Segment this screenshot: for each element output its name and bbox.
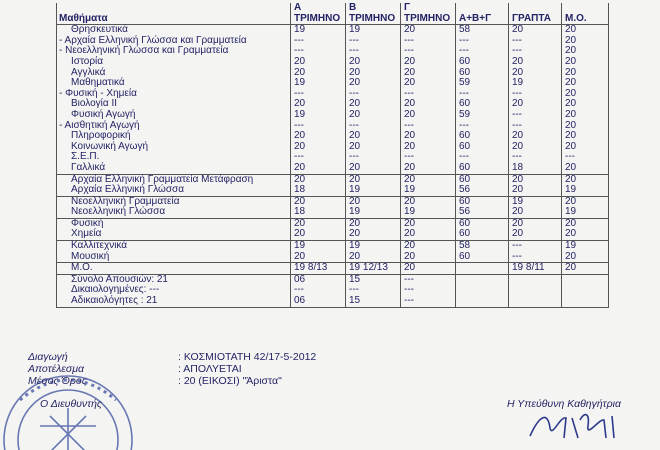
term-2-cell: 20 bbox=[346, 218, 401, 229]
table-row bbox=[57, 218, 609, 229]
subject-cell: Σύνολο Απουσιών: 21 bbox=[57, 274, 291, 285]
subject-cell: Σ.Ε.Π. bbox=[57, 152, 291, 163]
written-cell: 20 bbox=[509, 68, 562, 79]
term-1-cell: 06 bbox=[291, 274, 346, 285]
term-2-cell: 20 bbox=[346, 68, 401, 79]
term-3-cell: 20 bbox=[401, 163, 456, 174]
term-3-cell: --- bbox=[401, 46, 456, 57]
average-cell: 20 bbox=[562, 252, 609, 263]
term-1-cell: 18 bbox=[291, 185, 346, 196]
written-cell: 20 bbox=[509, 174, 562, 185]
header-term-3 bbox=[401, 3, 456, 25]
term-2-cell: 20 bbox=[346, 163, 401, 174]
term-1-cell: 20 bbox=[291, 142, 346, 153]
term-2-cell: --- bbox=[346, 46, 401, 57]
average-cell: 20 bbox=[562, 89, 609, 100]
term-3-cell: 19 bbox=[401, 207, 456, 218]
written-cell: 19 8/11 bbox=[509, 263, 562, 275]
term-1-cell: 20 bbox=[291, 252, 346, 263]
table-row bbox=[57, 296, 609, 307]
subject-cell: - Αρχαία Ελληνική Γλώσσα και Γραμματεία bbox=[57, 36, 291, 47]
average-cell: --- bbox=[562, 152, 609, 163]
header-term-2 bbox=[346, 3, 401, 25]
term-2-cell: 20 bbox=[346, 174, 401, 185]
subject-cell: Μαθηματικά bbox=[57, 78, 291, 89]
term-2-cell: 20 bbox=[346, 131, 401, 142]
table-row bbox=[57, 142, 609, 153]
table-row bbox=[57, 207, 609, 218]
term-1-cell: --- bbox=[291, 89, 346, 100]
table-row bbox=[57, 68, 609, 79]
table-row bbox=[57, 110, 609, 121]
sum-cell: 60 bbox=[456, 252, 509, 263]
table-row bbox=[57, 99, 609, 110]
term-1-cell: 18 bbox=[291, 207, 346, 218]
sum-cell: 58 bbox=[456, 241, 509, 252]
term-2-cell: 20 bbox=[346, 57, 401, 68]
subject-cell: Αγγλικά bbox=[57, 68, 291, 79]
written-cell: 19 bbox=[509, 196, 562, 207]
table-row bbox=[57, 185, 609, 196]
term-1-cell: 19 bbox=[291, 241, 346, 252]
average-cell bbox=[562, 274, 609, 285]
term-1-cell: 20 bbox=[291, 163, 346, 174]
written-cell: 20 bbox=[509, 57, 562, 68]
term-3-cell: --- bbox=[401, 152, 456, 163]
term-2-cell: 19 bbox=[346, 241, 401, 252]
average-cell: 20 bbox=[562, 131, 609, 142]
term-1-cell: 19 bbox=[291, 110, 346, 121]
written-cell: --- bbox=[509, 152, 562, 163]
sum-cell: 60 bbox=[456, 196, 509, 207]
average-cell: 20 bbox=[562, 121, 609, 132]
term-1-cell: 20 bbox=[291, 196, 346, 207]
term-1-cell: 19 bbox=[291, 25, 346, 36]
subject-cell: Φυσική bbox=[57, 218, 291, 229]
term-3-cell: --- bbox=[401, 285, 456, 296]
subject-cell: Καλλιτεχνικά bbox=[57, 241, 291, 252]
term-1-cell: --- bbox=[291, 152, 346, 163]
term-2-cell: 20 bbox=[346, 252, 401, 263]
term-1-cell: --- bbox=[291, 121, 346, 132]
average-cell: 20 bbox=[562, 229, 609, 240]
average-cell: 19 bbox=[562, 207, 609, 218]
term-2-cell: 19 bbox=[346, 207, 401, 218]
average-cell: 20 bbox=[562, 142, 609, 153]
term-1-cell: 19 bbox=[291, 78, 346, 89]
term-1-cell: 20 bbox=[291, 99, 346, 110]
subject-cell: Αδικαιολόγητες : 21 bbox=[57, 296, 291, 307]
term-1-cell: --- bbox=[291, 46, 346, 57]
term-3-cell: --- bbox=[401, 89, 456, 100]
written-cell: 20 bbox=[509, 99, 562, 110]
written-cell: --- bbox=[509, 252, 562, 263]
grades-table-header bbox=[57, 3, 609, 25]
written-cell: --- bbox=[509, 110, 562, 121]
term-2-cell: 20 bbox=[346, 110, 401, 121]
sum-cell: 60 bbox=[456, 142, 509, 153]
header-sum-label: Α+Β+Γ bbox=[459, 12, 492, 24]
table-row bbox=[57, 121, 609, 132]
written-cell: --- bbox=[509, 89, 562, 100]
term-2-cell: --- bbox=[346, 89, 401, 100]
written-cell: --- bbox=[509, 46, 562, 57]
term-2-cell: 15 bbox=[346, 274, 401, 285]
table-row bbox=[57, 263, 609, 275]
term-1-cell: 19 8/13 bbox=[291, 263, 346, 275]
average-cell: 20 bbox=[562, 57, 609, 68]
average-cell bbox=[562, 296, 609, 307]
written-cell: 20 bbox=[509, 131, 562, 142]
subject-cell: Χημεία bbox=[57, 229, 291, 240]
written-cell: 20 bbox=[509, 218, 562, 229]
sum-cell: 60 bbox=[456, 163, 509, 174]
table-row bbox=[57, 57, 609, 68]
term-3-cell: 20 bbox=[401, 263, 456, 275]
subject-cell: Γαλλικά bbox=[57, 163, 291, 174]
sum-cell: --- bbox=[456, 36, 509, 47]
term-1-cell: --- bbox=[291, 285, 346, 296]
homeroom-teacher-signature-label: Η Υπεύθυνη Καθηγήτρια bbox=[507, 398, 621, 410]
subject-cell: Φυσική Αγωγή bbox=[57, 110, 291, 121]
average-cell: 20 bbox=[562, 25, 609, 36]
average-cell: 20 bbox=[562, 218, 609, 229]
director-signature-label: Ο Διευθυντής bbox=[40, 398, 103, 410]
header-subject bbox=[57, 3, 291, 25]
term-2-cell: 20 bbox=[346, 229, 401, 240]
average-cell: 20 bbox=[562, 110, 609, 121]
subject-cell: - Φυσική - Χημεία bbox=[57, 89, 291, 100]
table-row bbox=[57, 163, 609, 174]
term-3-cell: 20 bbox=[401, 252, 456, 263]
outcome-label: Αποτέλεσμα bbox=[28, 363, 84, 375]
table-row bbox=[57, 229, 609, 240]
term-3-cell: 20 bbox=[401, 142, 456, 153]
term-3-cell: 20 bbox=[401, 110, 456, 121]
term-3-cell: 20 bbox=[401, 218, 456, 229]
written-cell: 20 bbox=[509, 207, 562, 218]
term-2-cell: --- bbox=[346, 36, 401, 47]
subject-cell: Ιστορία bbox=[57, 57, 291, 68]
term-1-cell: 20 bbox=[291, 131, 346, 142]
average-cell: 20 bbox=[562, 196, 609, 207]
header-term-3-word: ΤΡΙΜΗΝΟ bbox=[404, 12, 451, 24]
written-cell: 20 bbox=[509, 185, 562, 196]
sum-cell: --- bbox=[456, 121, 509, 132]
average-cell: 20 bbox=[562, 68, 609, 79]
term-3-cell: 20 bbox=[401, 68, 456, 79]
subject-cell: Δικαιολογημένες: --- bbox=[57, 285, 291, 296]
term-3-cell: 20 bbox=[401, 229, 456, 240]
term-2-cell: 20 bbox=[346, 142, 401, 153]
term-2-cell: 19 bbox=[346, 25, 401, 36]
subject-cell: Βιολογία ΙΙ bbox=[57, 99, 291, 110]
average-cell: 19 bbox=[562, 241, 609, 252]
term-1-cell: 20 bbox=[291, 229, 346, 240]
average-cell: 20 bbox=[562, 36, 609, 47]
term-3-cell: --- bbox=[401, 296, 456, 307]
sum-cell bbox=[456, 285, 509, 296]
written-cell: --- bbox=[509, 121, 562, 132]
average-cell: 20 bbox=[562, 174, 609, 185]
header-average-label: Μ.Ο. bbox=[565, 12, 587, 24]
header-term-1-word: ΤΡΙΜΗΝΟ bbox=[294, 12, 341, 24]
conduct-value: : ΚΟΣΜΙΟΤΑΤΗ 42/17-5-2012 bbox=[178, 351, 317, 363]
written-cell: 20 bbox=[509, 25, 562, 36]
subject-cell: - Νεοελληνική Γλώσσα και Γραμματεία bbox=[57, 46, 291, 57]
sum-cell: 60 bbox=[456, 57, 509, 68]
term-2-cell: 15 bbox=[346, 296, 401, 307]
term-2-cell: 20 bbox=[346, 99, 401, 110]
header-term-2-word: ΤΡΙΜΗΝΟ bbox=[349, 12, 396, 24]
term-3-cell: --- bbox=[401, 121, 456, 132]
term-1-cell: 06 bbox=[291, 296, 346, 307]
average-cell: 20 bbox=[562, 163, 609, 174]
sum-cell: --- bbox=[456, 89, 509, 100]
term-2-cell: 19 bbox=[346, 185, 401, 196]
outcome-row bbox=[28, 363, 316, 375]
header-term-1-letter: Α bbox=[294, 2, 302, 13]
table-row bbox=[57, 152, 609, 163]
term-3-cell: 20 bbox=[401, 25, 456, 36]
term-3-cell: 19 bbox=[401, 185, 456, 196]
term-3-cell: 20 bbox=[401, 57, 456, 68]
written-cell: --- bbox=[509, 36, 562, 47]
subject-cell: Νεοελληνική Γλώσσα bbox=[57, 207, 291, 218]
sum-cell bbox=[456, 296, 509, 307]
grades-table-body bbox=[57, 3, 609, 307]
term-1-cell: 20 bbox=[291, 218, 346, 229]
sum-cell: 60 bbox=[456, 174, 509, 185]
written-cell bbox=[509, 285, 562, 296]
term-3-cell: 20 bbox=[401, 174, 456, 185]
sum-cell: 60 bbox=[456, 229, 509, 240]
term-2-cell: 19 12/13 bbox=[346, 263, 401, 275]
written-cell: 20 bbox=[509, 229, 562, 240]
conduct-row bbox=[28, 351, 316, 363]
term-3-cell: 20 bbox=[401, 241, 456, 252]
header-average bbox=[562, 3, 609, 25]
result-section bbox=[28, 351, 316, 387]
term-3-cell: --- bbox=[401, 36, 456, 47]
term-2-cell: --- bbox=[346, 121, 401, 132]
sum-cell: 60 bbox=[456, 218, 509, 229]
subject-cell: Μουσική bbox=[57, 252, 291, 263]
outcome-value: : ΑΠΟΛΥΕΤΑΙ bbox=[178, 363, 242, 375]
conduct-label: Διαγωγή bbox=[28, 351, 68, 363]
header-term-2-letter: Β bbox=[349, 2, 357, 13]
subject-cell: - Αισθητική Αγωγή bbox=[57, 121, 291, 132]
subject-cell: Νεοελληνική Γραμματεία bbox=[57, 196, 291, 207]
sum-cell: --- bbox=[456, 46, 509, 57]
term-1-cell: 20 bbox=[291, 68, 346, 79]
signature-scribble-icon bbox=[520, 408, 630, 439]
written-cell: 20 bbox=[509, 142, 562, 153]
term-3-cell: 20 bbox=[401, 131, 456, 142]
written-cell: 19 bbox=[509, 78, 562, 89]
sum-cell: 59 bbox=[456, 78, 509, 89]
subject-cell: Αρχαία Ελληνική Γραμματεία Μετάφραση bbox=[57, 174, 291, 185]
grades-table bbox=[56, 3, 609, 308]
header-written-label: ΓΡΑΠΤΑ bbox=[512, 12, 551, 24]
table-row bbox=[57, 241, 609, 252]
sum-cell: 59 bbox=[456, 110, 509, 121]
header-subject-label: Μαθήματα bbox=[59, 12, 108, 24]
term-1-cell: --- bbox=[291, 36, 346, 47]
average-cell bbox=[562, 285, 609, 296]
sum-cell: 56 bbox=[456, 185, 509, 196]
sum-cell: 60 bbox=[456, 68, 509, 79]
term-1-cell: 20 bbox=[291, 57, 346, 68]
sum-cell: 56 bbox=[456, 207, 509, 218]
average-cell: 20 bbox=[562, 263, 609, 275]
sum-cell: 60 bbox=[456, 99, 509, 110]
subject-cell: Μ.Ο. bbox=[57, 263, 291, 275]
table-row bbox=[57, 89, 609, 100]
term-2-cell: 20 bbox=[346, 78, 401, 89]
term-3-cell: --- bbox=[401, 274, 456, 285]
sum-cell: 60 bbox=[456, 131, 509, 142]
header-sum bbox=[456, 3, 509, 25]
subject-cell: Πληροφορική bbox=[57, 131, 291, 142]
header-term-1 bbox=[291, 3, 346, 25]
header-term-3-letter: Γ bbox=[404, 2, 411, 13]
written-cell: 18 bbox=[509, 163, 562, 174]
written-cell: --- bbox=[509, 241, 562, 252]
average-cell: 20 bbox=[562, 99, 609, 110]
written-cell bbox=[509, 274, 562, 285]
written-cell bbox=[509, 296, 562, 307]
term-2-cell: --- bbox=[346, 285, 401, 296]
average-label: Μέσος Όρος bbox=[28, 375, 87, 387]
sum-cell: --- bbox=[456, 152, 509, 163]
header-written bbox=[509, 3, 562, 25]
sum-cell: 58 bbox=[456, 25, 509, 36]
table-row bbox=[57, 78, 609, 89]
sum-cell bbox=[456, 274, 509, 285]
term-2-cell: 20 bbox=[346, 196, 401, 207]
subject-cell: Κοινωνική Αγωγή bbox=[57, 142, 291, 153]
term-2-cell: --- bbox=[346, 152, 401, 163]
sum-cell bbox=[456, 263, 509, 275]
table-row bbox=[57, 46, 609, 57]
term-1-cell: 20 bbox=[291, 174, 346, 185]
term-3-cell: 20 bbox=[401, 78, 456, 89]
subject-cell: Αρχαία Ελληνική Γλώσσα bbox=[57, 185, 291, 196]
average-cell: 20 bbox=[562, 78, 609, 89]
term-3-cell: 20 bbox=[401, 99, 456, 110]
term-3-cell: 20 bbox=[401, 196, 456, 207]
table-row bbox=[57, 252, 609, 263]
average-cell: 20 bbox=[562, 46, 609, 57]
average-cell: 19 bbox=[562, 185, 609, 196]
subject-cell: Θρησκευτικά bbox=[57, 25, 291, 36]
average-value: : 20 (ΕΙΚΟΣΙ) "Άριστα" bbox=[178, 375, 282, 387]
average-row bbox=[28, 375, 316, 387]
